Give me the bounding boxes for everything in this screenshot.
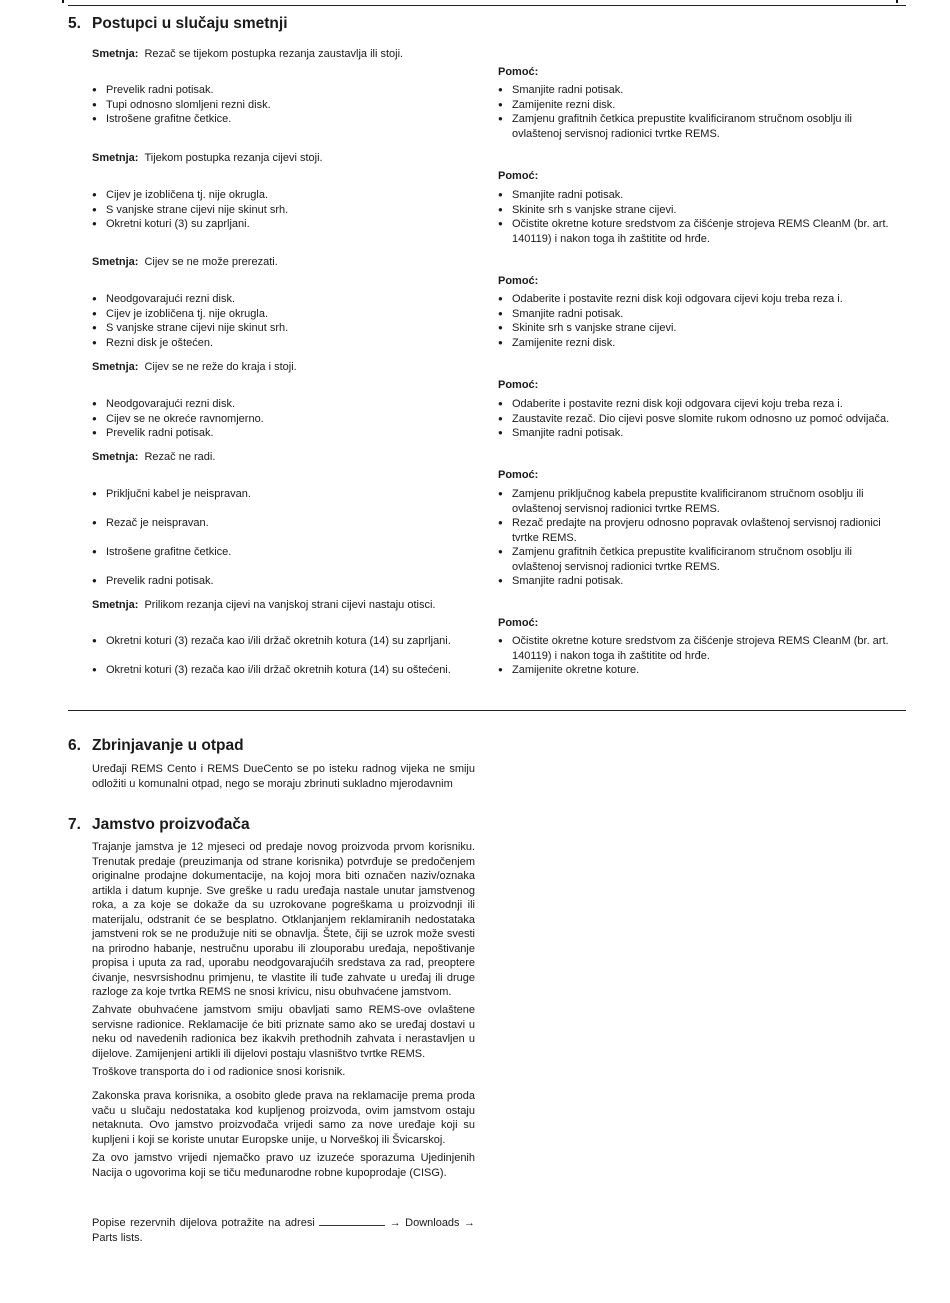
warranty-paragraph-5: Za ovo jamstvo vrijedi njemačko pravo uz izuzeće sporazuma Ujedinjenih Nacija o ugovorima koji se tiču međunarodne robne kupoprodaje (CISG).	[92, 1152, 475, 1179]
remedy-item: ● Zamjenu priključnog kabela prepustite kvalificiranom stručnom osoblju ili ovlaštenoj servisnoj radionici tvrtke REMS.	[498, 487, 903, 516]
cause-item: ● Rezni disk je oštećen.	[92, 336, 482, 351]
fault-4: Smetnja: Cijev se ne reže do kraja i stoji.	[92, 361, 297, 373]
cause-item: ● Cijev je izobličena tj. nije okrugla.	[92, 307, 482, 322]
fault-3: Smetnja: Cijev se ne može prerezati.	[92, 256, 278, 268]
fault-2-remedies	[498, 188, 903, 246]
remedy-item: ● Očistite okretne koture sredstvom za čišćenje strojeva REMS CleanM (br. art. 140119) i nakon toga ih zaštitite od hrđe.	[498, 217, 903, 246]
remedy-item: ● Očistite okretne koture sredstvom za čišćenje strojeva REMS CleanM (br. art. 140119) i nakon toga ih zaštitite od hrđe.	[498, 634, 903, 663]
fault-5-cause-4	[92, 574, 482, 589]
top-mark-right	[896, 0, 898, 3]
warranty-paragraph-3: Troškove transporta do i od radionice snosi korisnik.	[92, 1066, 346, 1078]
fault-4-causes	[92, 397, 482, 441]
cause-item: ● Prevelik radni potisak.	[92, 574, 482, 589]
cause-item: ● Istrošene grafitne četkice.	[92, 112, 482, 127]
fault-5-cause-2	[92, 516, 482, 531]
fault-2: Smetnja: Tijekom postupka rezanja cijevi stoji.	[92, 152, 323, 164]
cause-item: ● Okretni koturi (3) rezača kao i/ili držač okretnih kotura (14) su zaprljani.	[92, 634, 482, 649]
fault-6-remedies	[498, 634, 903, 678]
top-rule	[68, 5, 906, 6]
help-heading-3: Pomoć:	[498, 275, 539, 287]
fault-1-causes	[92, 83, 482, 127]
cause-item: ● Rezač je neispravan.	[92, 516, 482, 531]
remedy-item: ● Zamijenite rezni disk.	[498, 98, 903, 113]
remedy-item: ● Odaberite i postavite rezni disk koji odgovara cijevi koju treba reza i.	[498, 292, 903, 307]
address-blank	[319, 1215, 385, 1226]
fault-3-causes	[92, 292, 482, 350]
section-6-heading: 6. Zbrinjavanje u otpad	[68, 737, 244, 754]
warranty-paragraph-1: Trajanje jamstva je 12 mjeseci od predaje novog proizvoda prvom korisniku. Trenutak predaje (preuzimanja od strane korisnika) potvrđuje se predočenjem originalne prodajne dokumentacije, na kojoj mora biti označen naziv/oznaka artikla i datum kupnje. Sve greške u radu uređaja nastale unutar jamstvenog roka, a za koje se dokaže da su uzrokovane pogreškama u proizvodnji ili materijalu, odstranit će se besplatno. Otklanjanjem reklamiranih nedostataka jamstveni rok se ne produžuje niti se obnavlja. Štete, čiji se uzrok može svesti na prirodno habanje, nestručnu uporabu ili zlouporabu uređaja, nepoštivanje propisa i uputa za rad, uporabu neodgovarajućih sredstava za rad, preoptere ćivanje, nesvrsishodnu primjenu, te vlastite ili tuđe zahvate u uređaj ili druge razloge za koje tvrtka REMS ne snosi krivicu, nisu obuhvaćene jamstvom.	[92, 841, 475, 998]
cause-item: ● Cijev je izobličena tj. nije okrugla.	[92, 188, 482, 203]
cause-item: ● Okretni koturi (3) rezača kao i/ili držač okretnih kotura (14) su oštećeni.	[92, 663, 482, 678]
remedy-item: ● Smanjite radni potisak.	[498, 188, 903, 203]
help-heading-5: Pomoć:	[498, 469, 539, 481]
cause-item: ● Tupi odnosno slomljeni rezni disk.	[92, 98, 482, 113]
remedy-item: ● Zamijenite rezni disk.	[498, 336, 903, 351]
remedy-item: ● Skinite srh s vanjske strane cijevi.	[498, 321, 903, 336]
warranty-paragraph-2: Zahvate obuhvaćene jamstvom smiju obavljati samo REMS-ove ovlaštene servisne radionice. Reklamacije će biti priznate samo ako se uređaj dostavi u neku od navedenih radionica bez ikakvih prethodnih zahvata i nerastavljen u dijelove. Zamijenjeni artikli ili dijelovi postaju vlasništvo tvrtke REMS.	[92, 1004, 475, 1060]
remedy-item: ● Smanjite radni potisak.	[498, 574, 903, 589]
fault-4-remedies	[498, 397, 903, 441]
cause-item: ● Prevelik radni potisak.	[92, 426, 482, 441]
parts-lists-note: Popise rezervnih dijelova potražite na adresi → Downloads → Parts lists.	[92, 1217, 475, 1244]
disposal-text: Uređaji REMS Cento i REMS DueCento se po isteku radnog vijeka ne smiju odložiti u komunalni otpad, nego se moraju zbrinuti sukladno mjerodavnim	[92, 763, 475, 790]
help-heading-2: Pomoć:	[498, 170, 539, 182]
section-5-heading: 5. Postupci u slučaju smetnji	[68, 15, 288, 32]
cause-item: ● Priključni kabel je neispravan.	[92, 487, 482, 502]
section-7-heading: 7. Jamstvo proizvođača	[68, 816, 250, 833]
fault-6: Smetnja: Prilikom rezanja cijevi na vanjskoj strani cijevi nastaju otisci.	[92, 599, 436, 611]
fault-5-cause-1	[92, 487, 482, 502]
fault-5-cause-3	[92, 545, 482, 560]
warranty-paragraph-4: Zakonska prava korisnika, a osobito glede prava na reklamacije prema proda vaču u slučaju nedostataka kod kupljenog proizvoda, ovim jamstvom ostaju netaknuta. Ovo jamstvo proizvođača vrijedi samo za nove uređaje koji su kupljeni i koji se koriste unutar Europske unije, u Norveškoj ili Švicarskoj.	[92, 1090, 475, 1146]
remedy-item: ● Skinite srh s vanjske strane cijevi.	[498, 203, 903, 218]
remedy-item: ● Zamjenu grafitnih četkica prepustite kvalificiranom stručnom osoblju ili ovlaštenoj servisnoj radionici tvrtke REMS.	[498, 112, 903, 141]
cause-item: ● Cijev se ne okreće ravnomjerno.	[92, 412, 482, 427]
top-mark-left	[62, 0, 64, 3]
remedy-item: ● Odaberite i postavite rezni disk koji odgovara cijevi koju treba reza i.	[498, 397, 903, 412]
cause-item: ● S vanjske strane cijevi nije skinut srh.	[92, 203, 482, 218]
remedy-item: ● Zaustavite rezač. Dio cijevi posve slomite rukom odnosno uz pomoć odvijača.	[498, 412, 903, 427]
section-divider	[68, 710, 906, 711]
cause-item: ● S vanjske strane cijevi nije skinut srh.	[92, 321, 482, 336]
cause-item: ● Istrošene grafitne četkice.	[92, 545, 482, 560]
fault-2-causes	[92, 188, 482, 232]
cause-item: ● Neodgovarajući rezni disk.	[92, 292, 482, 307]
fault-1-remedies	[498, 83, 903, 141]
cause-item: ● Okretni koturi (3) su zaprljani.	[92, 217, 482, 232]
fault-3-remedies	[498, 292, 903, 350]
remedy-item: ● Smanjite radni potisak.	[498, 307, 903, 322]
cause-item: ● Neodgovarajući rezni disk.	[92, 397, 482, 412]
fault-6-cause-2	[92, 663, 482, 678]
remedy-item: ● Smanjite radni potisak.	[498, 83, 903, 98]
fault-1: Smetnja: Rezač se tijekom postupka rezanja zaustavlja ili stoji.	[92, 48, 404, 60]
remedy-item: ● Rezač predajte na provjeru odnosno popravak ovlaštenoj servisnoj radionici tvrtke REMS.	[498, 516, 903, 545]
fault-5: Smetnja: Rezač ne radi.	[92, 451, 216, 463]
remedy-item: ● Zamjenu grafitnih četkica prepustite kvalificiranom stručnom osoblju ili ovlaštenoj servisnoj radionici tvrtke REMS.	[498, 545, 903, 574]
help-heading-6: Pomoć:	[498, 617, 539, 629]
cause-item: ● Prevelik radni potisak.	[92, 83, 482, 98]
fault-5-remedies	[498, 487, 903, 589]
remedy-item: ● Smanjite radni potisak.	[498, 426, 903, 441]
help-heading-1: Pomoć:	[498, 66, 539, 78]
fault-6-cause-1	[92, 634, 482, 649]
help-heading-4: Pomoć:	[498, 379, 539, 391]
remedy-item: ● Zamijenite okretne koture.	[498, 663, 903, 678]
